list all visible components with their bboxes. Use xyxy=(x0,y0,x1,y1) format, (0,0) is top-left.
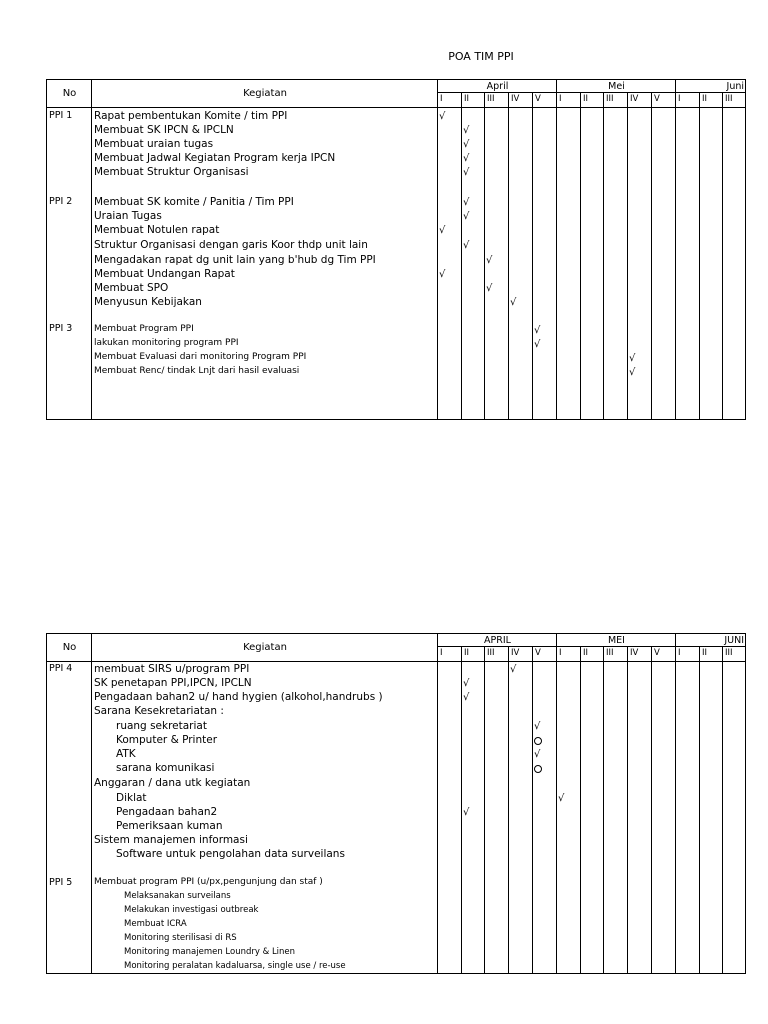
week-label: II xyxy=(702,648,708,658)
poa-table-2 xyxy=(46,633,746,974)
week-label: V xyxy=(535,648,541,658)
activity: Software untuk pengolahan data surveilans xyxy=(116,848,345,860)
month-header-april: April xyxy=(438,80,557,93)
check-mark-icon: √ xyxy=(439,269,446,280)
activity: ATK xyxy=(116,748,136,760)
activity: Komputer & Printer xyxy=(116,734,218,746)
check-mark-icon: √ xyxy=(463,240,470,251)
month-header-mei: MEI xyxy=(557,634,676,647)
activity: Membuat Jadwal Kegiatan Program kerja IPCN xyxy=(94,152,336,164)
check-mark-icon: √ xyxy=(558,793,565,804)
week-label: II xyxy=(583,94,589,104)
week-label: III xyxy=(725,94,733,104)
week-label: II xyxy=(702,94,708,104)
no-column xyxy=(47,634,92,973)
check-mark-icon: √ xyxy=(510,664,517,675)
activity: Diklat xyxy=(116,792,147,804)
activity: Sistem manajemen informasi xyxy=(94,834,248,846)
activity: Membuat Struktur Organisasi xyxy=(94,166,249,178)
check-mark-icon: √ xyxy=(629,353,636,364)
week-gridline xyxy=(722,93,723,419)
activity: Sarana Kesekretariatan : xyxy=(94,705,224,717)
activity: Melaksanakan surveilans xyxy=(124,891,231,901)
activity: Struktur Organisasi dengan garis Koor thdp unit lain xyxy=(94,239,368,251)
check-mark-icon: √ xyxy=(534,325,541,336)
activity: Membuat SK komite / Panitia / Tim PPI xyxy=(94,196,294,208)
activity: Mengadakan rapat dg unit lain yang b'hub dg Tim PPI xyxy=(94,254,376,266)
activity: Membuat SK IPCN & IPCLN xyxy=(94,124,234,136)
circle-mark-icon xyxy=(534,763,542,773)
activity: Anggaran / dana utk kegiatan xyxy=(94,777,251,789)
activity: Monitoring peralatan kadaluarsa, single use / re-use xyxy=(124,961,346,971)
activity: membuat SIRS u/program PPI xyxy=(94,663,250,675)
circle-mark-icon xyxy=(534,735,542,745)
week-gridline xyxy=(484,93,485,419)
week-label: IV xyxy=(630,648,639,658)
week-label: I xyxy=(559,94,562,104)
table-header xyxy=(47,634,745,662)
week-gridline xyxy=(675,634,676,973)
week-gridline xyxy=(627,647,628,973)
activity: Pengadaan bahan2 u/ hand hygien (alkohol,handrubs ) xyxy=(94,691,383,703)
week-gridline xyxy=(603,647,604,973)
activity: Monitoring sterilisasi di RS xyxy=(124,933,237,943)
activity: Membuat uraian tugas xyxy=(94,138,214,150)
activity: sarana komunikasi xyxy=(116,762,215,774)
week-label: I xyxy=(440,648,443,658)
check-mark-icon: √ xyxy=(463,167,470,178)
week-gridline xyxy=(651,647,652,973)
activity: Membuat Program PPI xyxy=(94,324,194,334)
poa-table-1 xyxy=(46,79,746,420)
check-mark-icon: √ xyxy=(486,255,493,266)
month-header-juni: Juni xyxy=(676,80,746,93)
week-gridline xyxy=(627,93,628,419)
week-gridline xyxy=(508,93,509,419)
week-label: V xyxy=(535,94,541,104)
week-label: IV xyxy=(630,94,639,104)
week-gridline xyxy=(580,647,581,973)
week-gridline xyxy=(508,647,509,973)
week-label: V xyxy=(654,94,660,104)
week-gridline xyxy=(532,93,533,419)
no-header: No xyxy=(62,642,77,653)
week-gridline xyxy=(461,647,462,973)
activity: Membuat SPO xyxy=(94,282,169,294)
no-header: No xyxy=(62,88,77,99)
group-no: PPI 3 xyxy=(49,323,73,334)
week-label: III xyxy=(606,94,614,104)
check-mark-icon: √ xyxy=(463,125,470,136)
week-label: I xyxy=(440,94,443,104)
month-header-juni: JUNI xyxy=(676,634,746,647)
week-label: III xyxy=(487,94,495,104)
month-header-mei: Mei xyxy=(557,80,676,93)
group-no: PPI 5 xyxy=(49,877,73,888)
activity: Rapat pembentukan Komite / tim PPI xyxy=(94,110,288,122)
activity: Pemeriksaan kuman xyxy=(116,820,223,832)
activity: Membuat Evaluasi dari monitoring Program PPI xyxy=(94,352,307,362)
activity: Uraian Tugas xyxy=(94,210,162,222)
week-gridline xyxy=(699,93,700,419)
activity: Membuat Undangan Rapat xyxy=(94,268,235,280)
week-label: II xyxy=(583,648,589,658)
group-no: PPI 2 xyxy=(49,196,73,207)
check-mark-icon: √ xyxy=(629,367,636,378)
week-label: III xyxy=(487,648,495,658)
week-label: V xyxy=(654,648,660,658)
activity: SK penetapan PPI,IPCN, IPCLN xyxy=(94,677,252,689)
week-gridline xyxy=(651,93,652,419)
activity: Membuat program PPI (u/px,pengunjung dan staf ) xyxy=(94,877,323,887)
week-label: IV xyxy=(511,94,520,104)
activity: Membuat Notulen rapat xyxy=(94,224,220,236)
week-gridline xyxy=(603,93,604,419)
check-mark-icon: √ xyxy=(534,721,541,732)
check-mark-icon: √ xyxy=(534,749,541,760)
page-title: POA TIM PPI xyxy=(448,50,514,63)
week-gridline xyxy=(532,647,533,973)
week-gridline xyxy=(722,647,723,973)
check-mark-icon: √ xyxy=(463,197,470,208)
check-mark-icon: √ xyxy=(463,807,470,818)
week-label: I xyxy=(559,648,562,658)
activity: lakukan monitoring program PPI xyxy=(94,338,239,348)
check-mark-icon: √ xyxy=(534,339,541,350)
week-label: III xyxy=(725,648,733,658)
activity: Menyusun Kebijakan xyxy=(94,296,202,308)
check-mark-icon: √ xyxy=(463,139,470,150)
activity: ruang sekretariat xyxy=(116,720,207,732)
check-mark-icon: √ xyxy=(463,153,470,164)
week-label: II xyxy=(464,94,470,104)
week-label: II xyxy=(464,648,470,658)
week-label: IV xyxy=(511,648,520,658)
week-gridline xyxy=(699,647,700,973)
check-mark-icon: √ xyxy=(486,283,493,294)
circle-icon xyxy=(534,737,542,745)
week-gridline xyxy=(461,93,462,419)
check-mark-icon: √ xyxy=(439,225,446,236)
no-column xyxy=(47,80,92,419)
week-label: III xyxy=(606,648,614,658)
week-label: I xyxy=(678,648,681,658)
activity: Monitoring manajemen Loundry & Linen xyxy=(124,947,296,957)
activity: Membuat ICRA xyxy=(124,919,187,929)
group-no: PPI 1 xyxy=(49,110,73,121)
check-mark-icon: √ xyxy=(439,111,446,122)
week-gridline xyxy=(556,634,557,973)
circle-icon xyxy=(534,765,542,773)
check-mark-icon: √ xyxy=(463,211,470,222)
month-header-april: APRIL xyxy=(438,634,557,647)
week-gridline xyxy=(580,93,581,419)
week-gridline xyxy=(675,80,676,419)
week-gridline xyxy=(556,80,557,419)
check-mark-icon: √ xyxy=(463,678,470,689)
group-no: PPI 4 xyxy=(49,663,73,674)
week-gridline xyxy=(484,647,485,973)
activity: Pengadaan bahan2 xyxy=(116,806,218,818)
check-mark-icon: √ xyxy=(510,297,517,308)
kegiatan-header: Kegiatan xyxy=(243,88,287,99)
week-label: I xyxy=(678,94,681,104)
activity: Membuat Renc/ tindak Lnjt dari hasil evaluasi xyxy=(94,366,300,376)
kegiatan-header: Kegiatan xyxy=(243,642,287,653)
check-mark-icon: √ xyxy=(463,692,470,703)
table-header xyxy=(47,80,745,108)
activity: Melakukan investigasi outbreak xyxy=(124,905,259,915)
